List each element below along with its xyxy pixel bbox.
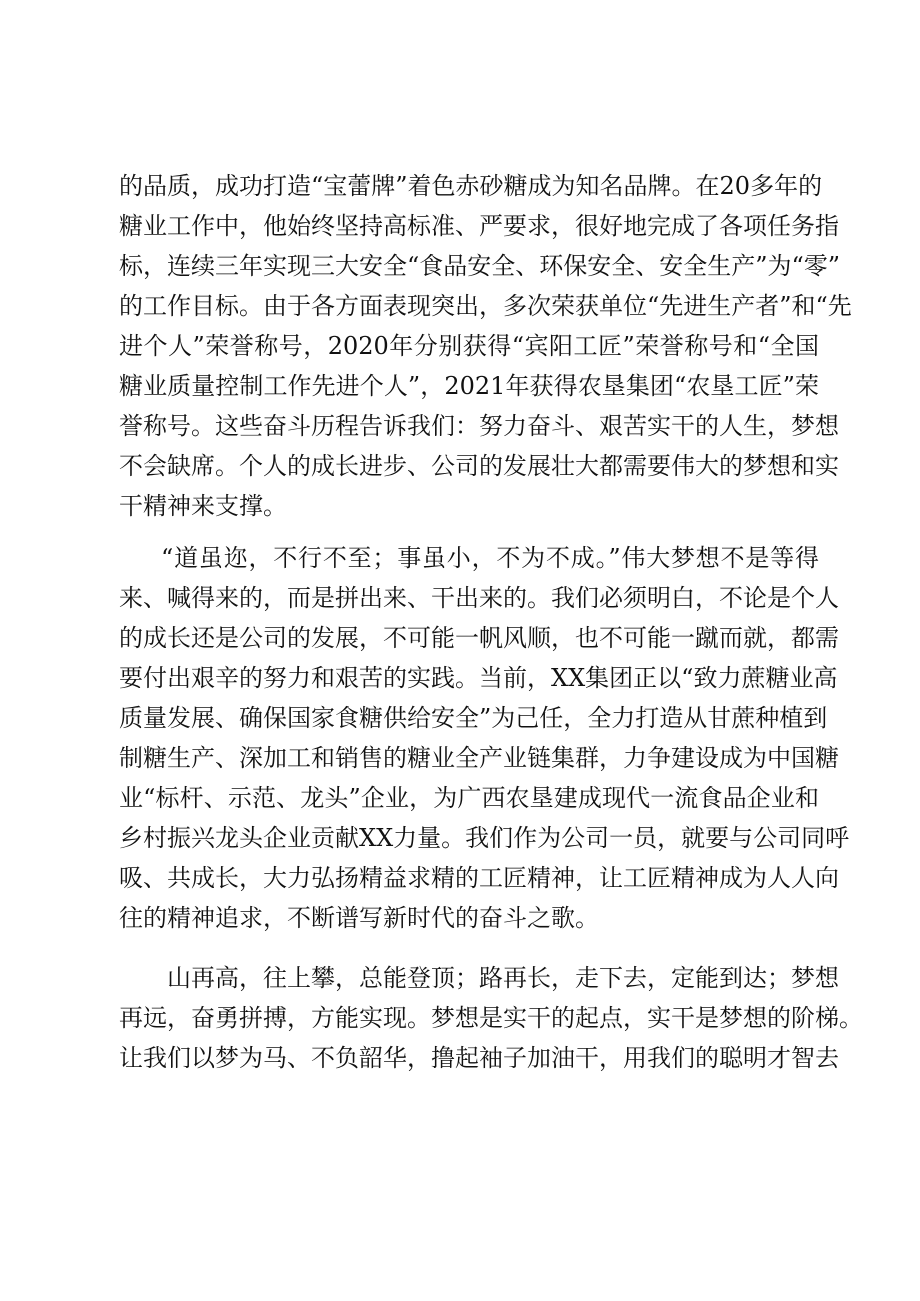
paragraph-line: 质量发展、确保国家食糖供给安全”为己任，全力打造从甘蔗种植到 <box>119 704 828 732</box>
paragraph-line: 的品质，成功打造“宝蕾牌”着色赤砂糖成为知名品牌。在20多年的 <box>119 172 823 200</box>
paragraph-line: 往的精神追求，不断谱写新时代的奋斗之歌。 <box>119 904 599 932</box>
paragraph-line: 进个人”荣誉称号，2020年分别获得“宾阳工匠”荣誉称号和“全国 <box>119 332 819 360</box>
paragraph-line: 不会缺席。个人的成长进步、公司的发展壮大都需要伟大的梦想和实 <box>119 452 839 480</box>
paragraph-line: 吸、共成长，大力弘扬精益求精的工匠精神，让工匠精神成为人人向 <box>119 864 839 892</box>
paragraph-line: 要付出艰辛的努力和艰苦的实践。当前，XX集团正以“致力蔗糖业高 <box>119 664 838 692</box>
paragraph-line: 的工作目标。由于各方面表现突出，多次荣获单位“先进生产者”和“先 <box>119 292 852 320</box>
paragraph-line: 干精神来支撑。 <box>119 492 287 520</box>
paragraph-line: 糖业工作中，他始终坚持高标准、严要求，很好地完成了各项任务指 <box>119 212 839 240</box>
paragraph-line: “道虽迩，不行不至；事虽小，不为不成。”伟大梦想不是等得 <box>161 544 819 572</box>
paragraph-line: 誉称号。这些奋斗历程告诉我们：努力奋斗、艰苦实干的人生，梦想 <box>119 412 839 440</box>
paragraph-line: 山再高，往上攀，总能登顶；路再长，走下去，定能到达；梦想 <box>167 964 839 992</box>
paragraph-line: 标，连续三年实现三大安全“食品安全、环保安全、安全生产”为“零” <box>119 252 841 280</box>
paragraph-line: 让我们以梦为马、不负韶华，撸起袖子加油干，用我们的聪明才智去 <box>119 1044 839 1072</box>
paragraph-line: 来、喊得来的，而是拼出来、干出来的。我们必须明白，不论是个人 <box>119 584 839 612</box>
paragraph-line: 业“标杆、示范、龙头”企业，为广西农垦建成现代一流食品企业和 <box>119 784 819 812</box>
paragraph-line: 再远，奋勇拼搏，方能实现。梦想是实干的起点，实干是梦想的阶梯。 <box>119 1004 863 1032</box>
paragraph-line: 的成长还是公司的发展，不可能一帆风顺，也不可能一蹴而就，都需 <box>119 624 839 652</box>
paragraph-line: 糖业质量控制工作先进个人”，2021年获得农垦集团“农垦工匠”荣 <box>119 372 819 400</box>
paragraph-line: 乡村振兴龙头企业贡献XX力量。我们作为公司一员，就要与公司同呼 <box>119 824 850 852</box>
paragraph-line: 制糖生产、深加工和销售的糖业全产业链集群，力争建设成为中国糖 <box>119 744 839 772</box>
